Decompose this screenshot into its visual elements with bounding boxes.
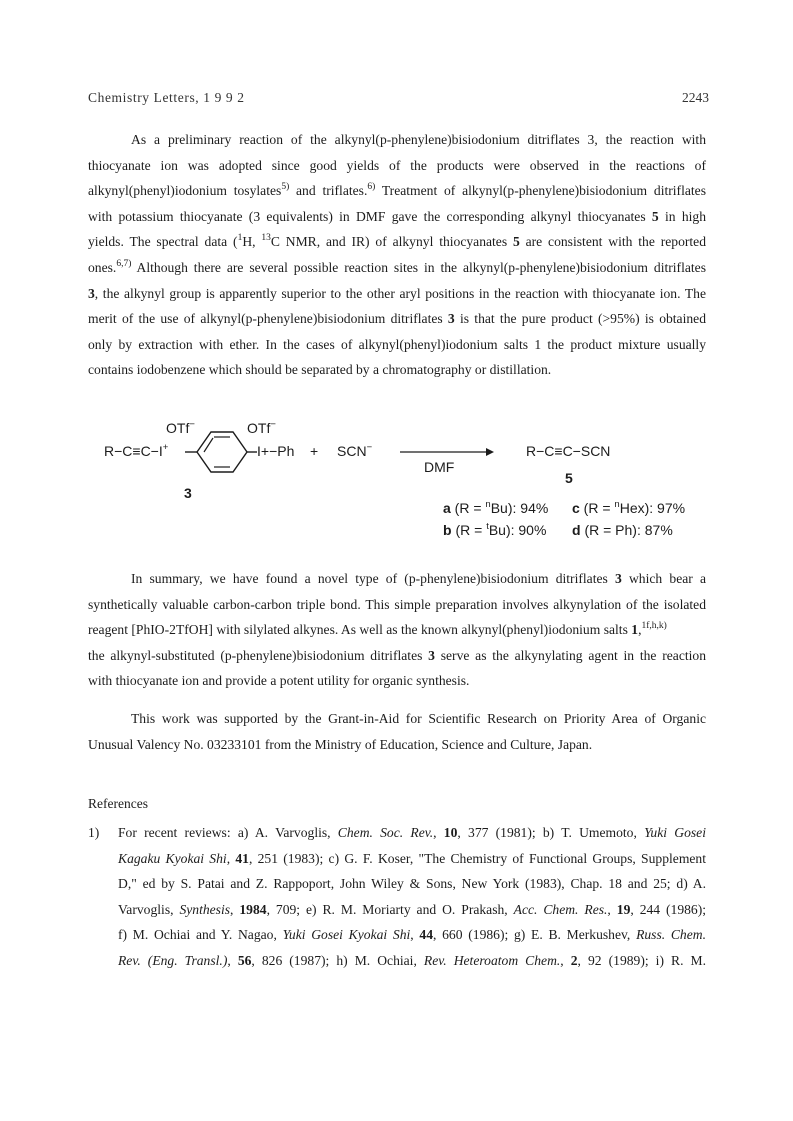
paragraph-preliminary-reaction xyxy=(88,127,706,383)
text-line: with potassium thiocyanate (3 equivalents) in DMF gave the corresponding alkynyl thiocyanates 5 in high xyxy=(88,208,706,224)
text-line: with thiocyanate ion and provide a potent utility for organic synthesis. xyxy=(88,673,470,689)
text-line: 3, the alkynyl group is apparently superior to the other aryl positions in the reaction with thiocyanate ion. The xyxy=(88,285,706,301)
volume: 41 xyxy=(235,850,249,866)
compound-number: 1 xyxy=(631,622,639,638)
text-line: yields. The spectral data ($^1$H, $^{13}$C NMR, and IR) of alkynyl thiocyanates 5 are consistent with the reported xyxy=(88,233,706,250)
volume: 19 xyxy=(616,901,631,917)
volume: 10 xyxy=(443,825,458,840)
text-line: For recent reviews: a) A. Varvoglis, Chem. Soc. Rev., 10, 377 (1981); b) T. Umemoto, Yuki Gosei xyxy=(118,825,706,840)
yield-entry: c (R = $^n$Hex): 97% xyxy=(572,499,686,516)
journal-header: Chemistry Letters, 1 9 9 2 xyxy=(88,90,245,105)
compound-number: 3 xyxy=(447,311,455,327)
page-number: 2243 xyxy=(682,90,709,105)
compound-number: 3 xyxy=(88,285,95,301)
text-line: thiocyanate ion was adopted since good yields of the products were observed in the reactions of xyxy=(88,157,706,173)
plus-sign: + xyxy=(310,443,319,459)
text-line: only by extraction with ether. In the cases of alkynyl(phenyl)iodonium salts 1 the product mixture usually xyxy=(88,336,706,352)
compound-number: 3 xyxy=(615,571,622,586)
text-line: As a preliminary reaction of the alkynyl(p-phenylene)bisiodonium ditriflates 3, the reaction with xyxy=(131,132,706,147)
yield-entry: d (R = Ph): 87% xyxy=(572,522,673,538)
text-line: the alkynyl-substituted (p-phenylene)bisiodonium ditriflates 3 serve as the alkynylating agent in the reaction xyxy=(88,647,707,663)
volume: 56 xyxy=(237,952,252,968)
text-line: Kagaku Kyokai Shi, 41, 251 (1983); c) G. F. Koser, "The Chemistry of Functional Groups, Supplement xyxy=(118,850,706,866)
compound-number: 3 xyxy=(428,647,435,663)
iodonium-phenyl: I+−Ph xyxy=(257,443,295,459)
otf-label: OTf− xyxy=(247,419,276,436)
journal-name: Russ. Chem. xyxy=(636,927,706,943)
yield-entry: b (R = $^t$Bu): 90% xyxy=(443,521,547,538)
text-line: reagent [PhIO-2TfOH] with silylated alkynes. As well as the known alkynyl(phenyl)iodonium salts 1,$^{1f,h,k)}$ xyxy=(88,621,667,638)
text-line: contains iodobenzene which should be separated by a chromatography or distillation. xyxy=(88,362,552,378)
reference-number: 1) xyxy=(88,825,100,840)
text-line: synthetically valuable carbon-carbon triple bond. This simple preparation involves alkynylation of the isolated xyxy=(88,596,706,612)
journal-name: Yuki Gosei Kyokai Shi xyxy=(282,927,411,943)
volume: 1984 xyxy=(239,901,267,917)
journal-name: Kagaku Kyokai Shi xyxy=(118,850,227,866)
volume: 2 xyxy=(570,952,578,968)
otf-label: OTf− xyxy=(166,419,195,436)
compound-number: 5 xyxy=(651,208,659,224)
compound-label-5: 5 xyxy=(565,470,573,486)
reaction-conditions: DMF xyxy=(424,459,455,475)
journal-name: Rev. (Eng. Transl.) xyxy=(118,952,228,968)
text-line: Unusual Valency No. 03233101 from the Ministry of Education, Science and Culture, Japan. xyxy=(88,736,593,752)
acknowledgement xyxy=(88,706,706,757)
text-line: Varvoglis, Synthesis, 1984, 709; e) R. M. Moriarty and O. Prakash, Acc. Chem. Res., 19, 244 (1986); xyxy=(118,901,707,917)
reaction-scheme xyxy=(0,408,793,558)
scheme-graphics xyxy=(0,408,793,558)
text-line: merit of the use of alkynyl(p-phenylene)bisiodonium ditriflates 3 is that the pure product (>95%) is obtained xyxy=(88,311,706,327)
compound-label-3: 3 xyxy=(184,485,192,501)
journal-name: Synthesis xyxy=(179,901,231,917)
text-line: In summary, we have found a novel type of (p-phenylene)bisiodonium ditriflates 3 which bear a xyxy=(131,571,707,586)
thiocyanate-reagent: SCN− xyxy=(337,442,373,459)
reactant-formula: R−C≡C−I+ xyxy=(104,442,169,459)
journal-name: Yuki Gosei xyxy=(644,825,706,840)
journal-name: Acc. Chem. Res. xyxy=(513,901,608,917)
volume: 44 xyxy=(419,927,433,943)
references-heading: References xyxy=(88,796,148,811)
reference-entry xyxy=(118,820,706,974)
journal-name: Rev. Heteroatom Chem. xyxy=(423,952,561,968)
text-line: alkynyl(phenyl)iodonium tosylates$^{5)}$ and triflates.$^{6)}$ Treatment of alkynyl(p-phenylene)bisiodonium ditriflates xyxy=(88,182,706,199)
text-line: This work was supported by the Grant-in-Aid for Scientific Research on Priority Area of Organic xyxy=(131,711,706,726)
text-line: ones.$^{6,7)}$ Although there are several possible reaction sites in the alkynyl(p-phenylene)bisiodonium ditriflates xyxy=(88,258,706,275)
citation: 5) xyxy=(281,182,290,193)
arrowhead-icon xyxy=(486,448,494,456)
product-formula: R−C≡C−SCN xyxy=(526,443,611,459)
text-line: Rev. (Eng. Transl.), 56, 826 (1987); h) M. Ochiai, Rev. Heteroatom Chem., 2, 92 (1989); i) R. M. xyxy=(118,952,707,968)
text-line: D," ed by S. Patai and Z. Rappoport, John Wiley & Sons, New York (1983), Chap. 18 and 25; d) A. xyxy=(118,876,706,892)
citation: 6,7) xyxy=(116,258,132,269)
paragraph-summary xyxy=(88,566,706,694)
citation: 1f,h,k) xyxy=(641,621,667,632)
yield-entry: a (R = $^n$Bu): 94% xyxy=(443,499,549,516)
compound-number: 5 xyxy=(512,234,520,250)
text-line: f) M. Ochiai and Y. Nagao, Yuki Gosei Kyokai Shi, 44, 660 (1986); g) E. B. Merkushev, Russ. Chem. xyxy=(118,927,706,943)
citation: 6) xyxy=(367,182,376,193)
journal-name: Chem. Soc. Rev. xyxy=(337,825,434,840)
